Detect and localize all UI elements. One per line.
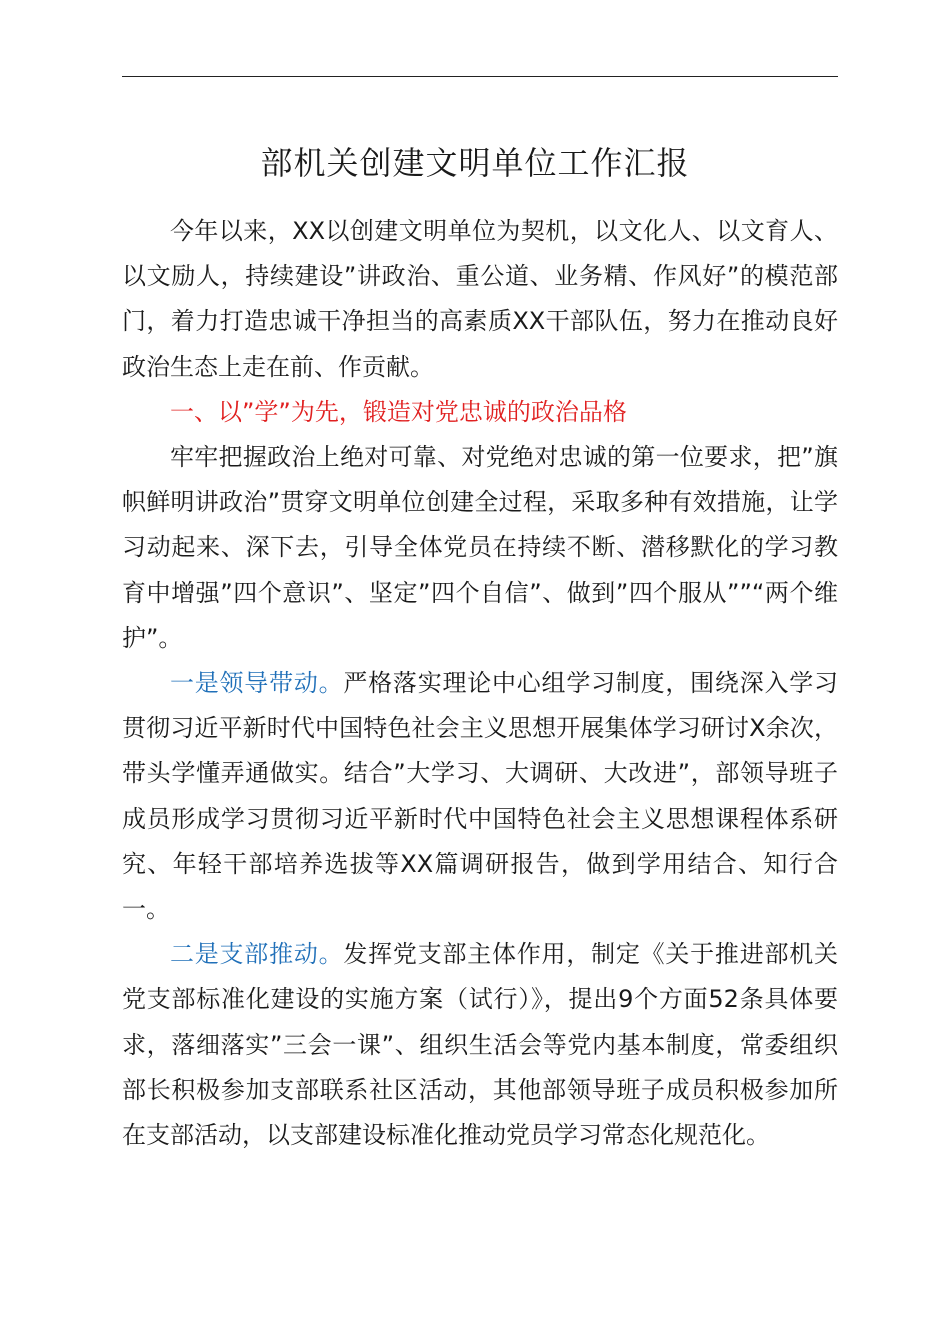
- point-paragraph-1: [122, 661, 838, 932]
- point-body-1: 严格落实理论中心组学习制度，围绕深入学习贯彻习近平新时代中国特色社会主义思想开展集体学习研讨X余次，带头学懂弄通做实。结合”大学习、大调研、大改进”，部领导班子成员形成学习贯彻习近平新时代中国特色社会主义思想课程体系研究、年轻干部培养选拔等XX篇调研报告，做到学用结合、知行合一。: [122, 669, 839, 924]
- section-heading: 一、以”学”为先，锻造对党忠诚的政治品格: [170, 397, 627, 426]
- page-title: 部机关创建文明单位工作汇报: [260, 144, 690, 182]
- point-paragraph-2: [122, 932, 838, 1158]
- document-body: [122, 209, 838, 1158]
- section-paragraph: 牢牢把握政治上绝对可靠、对党绝对忠诚的第一位要求，把”旗帜鲜明讲政治”贯穿文明单位创建全过程，采取多种有效措施，让学习动起来、深下去，引导全体党员在持续不断、潜移默化的学习教育中增强”四个意识”、坚定”四个自信”、做到”四个服从””“两个维护”。: [122, 443, 838, 652]
- point-lead-1: 一是领导带动。: [170, 669, 344, 698]
- header-rule: [122, 76, 838, 77]
- intro-paragraph: 今年以来，XX以创建文明单位为契机，以文化人、以文育人、以文励人，持续建设”讲政治、重公道、业务精、作风好”的模范部门，着力打造忠诚干净担当的高素质XX干部队伍，努力在推动良好政治生态上走在前、作贡献。: [122, 217, 838, 381]
- point-lead-2: 二是支部推动。: [170, 940, 344, 969]
- point-body-2: 发挥党支部主体作用，制定《关于推进部机关党支部标准化建设的实施方案（试行）》，提出9个方面52条具体要求，落细落实”三会一课”、组织生活会等党内基本制度，常委组织部长积极参加支部联系社区活动，其他部领导班子成员积极参加所在支部活动，以支部建设标准化推动党员学习常态化规范化。: [122, 940, 839, 1150]
